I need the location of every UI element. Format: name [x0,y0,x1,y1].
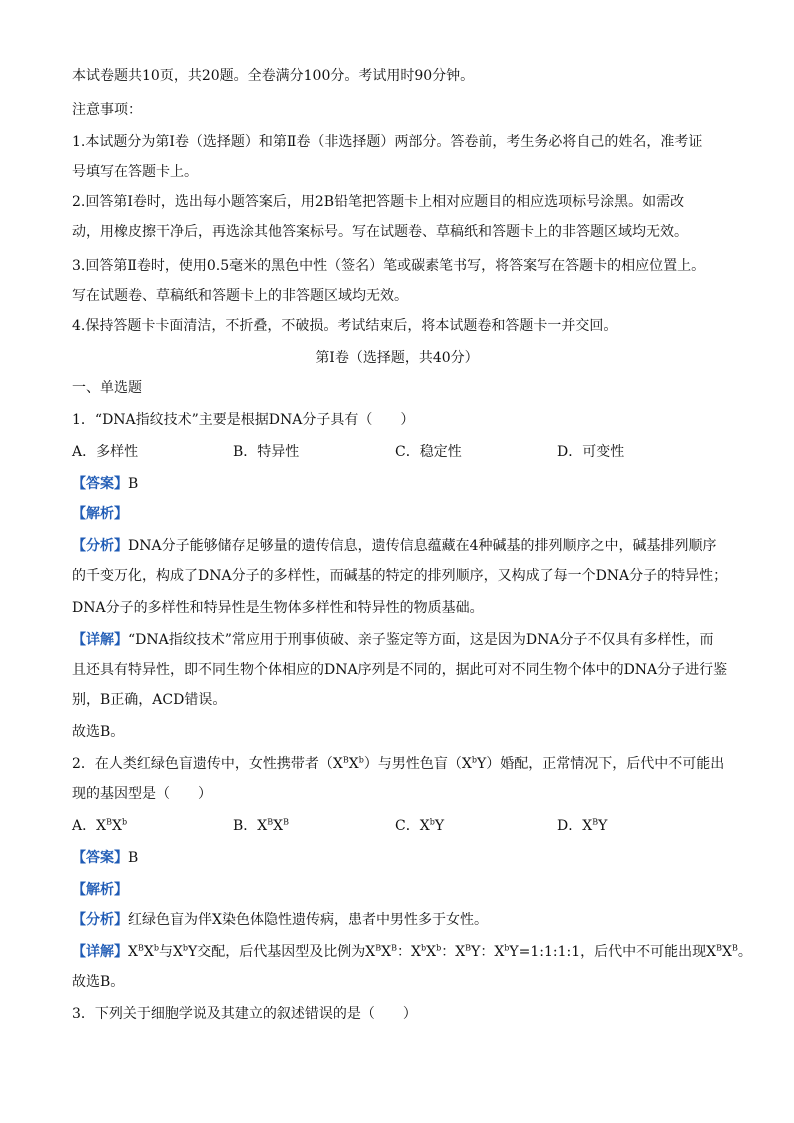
xiangjie-label: 【详解】 [72,944,128,960]
notice-title: 注意事项： [72,102,142,118]
answer-label: 【答案】 [72,850,128,866]
genotype: $X^bY$ [172,943,198,960]
notice-item: 动，用橡皮擦干净后，再选涂其他答案标号。写在试题卷、草稿纸和答题卡上的非答题区域均无效。 [72,224,688,240]
fenxi-label: 【分析】 [72,912,128,928]
fenxi-text: DNA分子能够储存足够量的遗传信息，遗传信息蕴藏在4种碱基的排列顺序之中，碱基排列顺序 [128,538,717,554]
question-2-analysis-label [72,880,128,900]
question-1-option-c: C．稳定性 [395,444,462,460]
genotype-carrier: $X^BX^b$ [332,755,364,772]
question-1-xiangjie-cont: 别，B正确，ACD错误。 [72,692,227,708]
notice-item: 4.保持答题卡卡面清洁，不折叠，不破损。考试结束后，将本试题卷和答题卡一并交回。 [72,318,618,334]
genotype-male: $X^bY$ [461,755,487,772]
question-3-stem: 3．下列关于细胞学说及其建立的叙述错误的是（ ） [72,1006,417,1022]
notice-item: 2.回答第Ⅰ卷时，选出每小题答案后，用2B铅笔把答题卡上相对应题目的相应选项标号涂黑。如需改 [72,194,685,210]
fenxi-text: 红绿色盲为伴X染色体隐性遗传病，患者中男性多于女性。 [128,912,488,928]
notice-item: 写在试题卷、草稿纸和答题卡上的非答题区域均无效。 [72,288,408,304]
stem-text: 2．在人类红绿色盲遗传中，女性携带者（ [72,756,333,772]
exam-intro-line: 本试卷题共10页，共20题。全卷满分100分。考试用时90分钟。 [72,68,475,84]
question-2-option-a: A．$X^BX^b$ [72,817,128,834]
analysis-label: 【解析】 [72,506,128,522]
question-1-xiangjie [72,630,713,650]
question-2-option-c: C．$X^bY$ [395,817,445,834]
question-1-option-b: B．特异性 [233,444,300,460]
question-2-option-b: B．$X^BX^B$ [233,817,290,834]
genotype: $X^BY$ [455,943,481,960]
stem-text: ）婚配，正常情况下，后代中不可能出 [486,756,725,772]
genotype: $X^BX^B$ [365,943,398,960]
notice-item: 1.本试题分为第Ⅰ卷（选择题）和第Ⅱ卷（非选择题）两部分。答卷前，考生务必将自己的姓名，准考证 [72,134,703,150]
question-1-answer [72,474,138,494]
genotype: $X^BX^b$ [128,943,159,960]
stem-text: ）与男性色盲（ [363,756,462,772]
question-2-stem-cont: 现的基因型是（ ） [72,786,212,802]
fenxi-label: 【分析】 [72,538,128,554]
notice-item: 号填写在答题卡上。 [72,164,198,180]
xiangjie-label: 【详解】 [72,632,128,648]
section-title: 第Ⅰ卷（选择题，共40分） [315,350,479,366]
question-1-option-a: A．多样性 [72,444,139,460]
question-2-fenxi [72,910,488,930]
genotype: $X^bX^b$ [411,943,442,960]
question-1-xiangjie-cont: 且还具有特异性，即不同生物个体相应的DNA序列是不同的，据此可对不同生物个体中的DNA分子进行鉴 [72,662,728,678]
question-1-fenxi-cont: DNA分子的多样性和特异性是生物体多样性和特异性的物质基础。 [72,600,484,616]
genotype: $X^bY$ [494,943,519,960]
xiangjie-text: “DNA指纹技术”常应用于刑事侦破、亲子鉴定等方面，这是因为DNA分子不仅具有多样性，而 [128,632,714,648]
analysis-label: 【解析】 [72,882,128,898]
answer-value: B [128,476,139,492]
answer-label: 【答案】 [72,476,128,492]
question-2-option-d: D．$X^BY$ [557,817,608,834]
question-2-answer [72,848,138,868]
question-1-fenxi-cont: 的千变万化，构成了DNA分子的多样性，而碱基的特定的排列顺序，又构成了每一个DNA分子的特异性； [72,568,728,584]
answer-value: B [128,850,139,866]
question-1-fenxi [72,536,717,556]
question-2-xiangjie: 【详解】$X^BX^b$与$X^bY$交配，后代基因型及比例为$X^BX^B$：$X^bX^b$：$X^BY$：$X^bY=1:1:1:1$，后代中不可能出现$X^BX^B$。 [72,943,752,960]
genotype: $X^BX^B$ [706,943,738,960]
question-1-analysis-label [72,504,128,524]
question-2-conclusion: 故选B。 [72,974,125,990]
notice-item: 3.回答第Ⅱ卷时，使用0.5毫米的黑色中性（签名）笔或碳素笔书写，将答案写在答题卡的相应位置上。 [72,258,706,274]
question-1-stem: 1．“DNA指纹技术”主要是根据DNA分子具有（ ） [72,412,415,428]
question-1-conclusion: 故选B。 [72,724,125,740]
part-title: 一、单选题 [72,380,142,396]
question-1-option-d: D．可变性 [557,444,625,460]
question-2-stem [72,754,724,774]
